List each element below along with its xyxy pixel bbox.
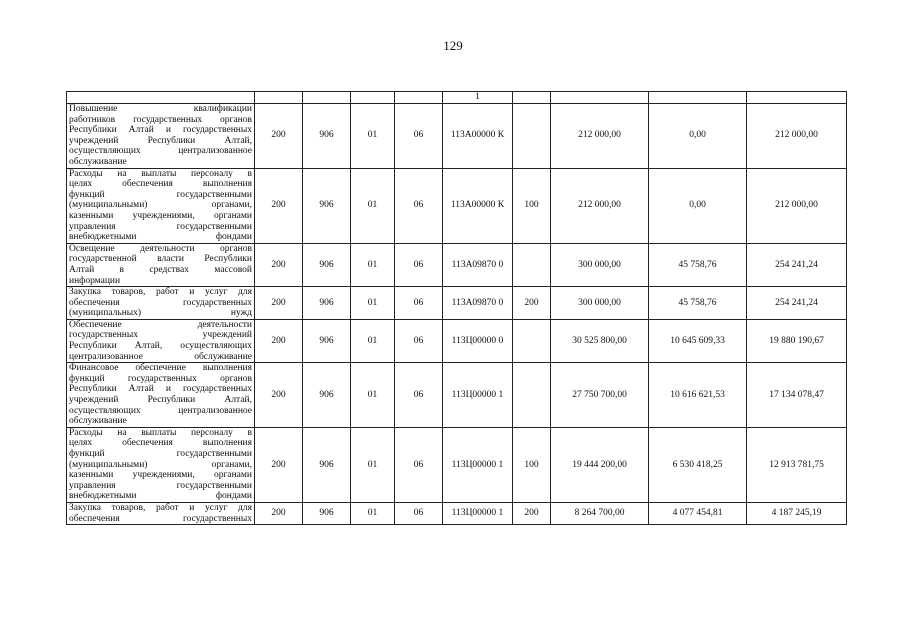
- expense-name-line: Расходы на выплаты персоналу в: [69, 168, 252, 179]
- expense-name-line: внебюджетными фондами: [69, 232, 252, 243]
- expense-name-cell: [67, 287, 255, 320]
- expense-name-line: учреждений Республики Алтай,: [69, 135, 252, 146]
- expense-name-line: функций государственными: [69, 449, 252, 459]
- subsection-cell: 06: [395, 427, 443, 502]
- grbs-cell: 200: [255, 168, 303, 243]
- remaining-amount-cell: 17 134 078,47: [747, 363, 847, 428]
- expense-name-cell: [67, 243, 255, 286]
- expense-name-line: учреждений Республики Алтай,: [69, 395, 252, 406]
- executed-amount-cell: 10 645 609,33: [649, 319, 747, 362]
- target-article-cell: 113Ц00000 0: [443, 319, 513, 362]
- expense-name-line: обеспечения государственных: [69, 297, 252, 308]
- table-row: [67, 168, 847, 243]
- expense-type-cell: 200: [513, 287, 551, 320]
- expense-name-line: обслуживание: [69, 156, 127, 167]
- expense-type-cell: [513, 363, 551, 428]
- table-row: [67, 319, 847, 362]
- grbs-cell: 200: [255, 287, 303, 320]
- executed-amount-cell: 45 758,76: [649, 243, 747, 286]
- expense-name-cell: [67, 319, 255, 362]
- remaining-amount-cell: 212 000,00: [747, 168, 847, 243]
- planned-amount-cell: 8 264 700,00: [551, 502, 649, 524]
- admin-code-cell: 906: [303, 502, 351, 524]
- expense-name-line: Алтай в средствах массовой: [69, 264, 252, 275]
- expense-name-line: работников государственных органов: [69, 114, 252, 125]
- expense-type-cell: [513, 319, 551, 362]
- section-cell: 01: [351, 427, 395, 502]
- table-row: [67, 104, 847, 169]
- section-cell: 01: [351, 363, 395, 428]
- planned-amount-cell: 27 750 700,00: [551, 363, 649, 428]
- section-cell: 01: [351, 104, 395, 169]
- expense-name-line: Республики Алтай и государственных: [69, 384, 252, 395]
- target-article-cell: 113А00000 К: [443, 104, 513, 169]
- subsection-cell: 06: [395, 502, 443, 524]
- remaining-amount-cell: 254 241,24: [747, 287, 847, 320]
- page-number: 129: [443, 38, 463, 53]
- expense-name-line: целях обеспечения выполнения: [69, 438, 252, 449]
- expense-name-line: осуществляющих централизованное: [69, 146, 252, 157]
- planned-amount-cell: 30 525 800,00: [551, 319, 649, 362]
- expense-name-line: обслуживание: [69, 416, 127, 427]
- expense-name-cell: [67, 363, 255, 428]
- expense-name-line: (муниципальными) органами,: [69, 200, 252, 211]
- expense-type-cell: [513, 243, 551, 286]
- table-row: [67, 502, 847, 524]
- planned-amount-cell: 19 444 200,00: [551, 427, 649, 502]
- expense-name-line: Финансовое обеспечение выполнения: [69, 363, 252, 374]
- subsection-cell: 06: [395, 168, 443, 243]
- admin-code-cell: 906: [303, 168, 351, 243]
- planned-amount-cell: 212 000,00: [551, 168, 649, 243]
- budget-table: [66, 91, 847, 525]
- expense-name-line: обеспечения государственных: [69, 513, 252, 524]
- expense-name-cell: [67, 104, 255, 169]
- section-cell: 01: [351, 502, 395, 524]
- grbs-cell: 200: [255, 427, 303, 502]
- executed-amount-cell: 6 530 418,25: [649, 427, 747, 502]
- expense-name-line: Освещение деятельности органов: [69, 243, 252, 254]
- expense-name-cell: [67, 502, 255, 524]
- remaining-amount-cell: 212 000,00: [747, 104, 847, 169]
- admin-code-cell: 906: [303, 363, 351, 428]
- expense-name-line: государственных учреждений: [69, 330, 252, 341]
- target-article-cell: 113А09870 0: [443, 287, 513, 320]
- remaining-amount-cell: 4 187 245,19: [747, 502, 847, 524]
- target-article-cell: 113Ц00000 1: [443, 363, 513, 428]
- target-article-cell: 113А00000 К: [443, 168, 513, 243]
- subsection-cell: 06: [395, 319, 443, 362]
- expense-name-line: централизованное обслуживание: [69, 351, 252, 362]
- expense-name-line: осуществляющих централизованное: [69, 405, 252, 416]
- table-row: [67, 287, 847, 320]
- subsection-cell: 06: [395, 243, 443, 286]
- expense-name-line: казенными учреждениями, органами: [69, 210, 252, 221]
- executed-amount-cell: 45 758,76: [649, 287, 747, 320]
- table-row-fragment: [67, 92, 847, 104]
- expense-name-line: управления государственными: [69, 221, 252, 232]
- executed-amount-cell: 0,00: [649, 104, 747, 169]
- expense-name-line: (муниципальных) нужд: [69, 308, 252, 319]
- grbs-cell: 200: [255, 363, 303, 428]
- section-cell: 01: [351, 243, 395, 286]
- planned-amount-cell: 300 000,00: [551, 243, 649, 286]
- grbs-cell: 200: [255, 502, 303, 524]
- expense-name-line: целях обеспечения выполнения: [69, 179, 252, 190]
- expense-name-cell: [67, 427, 255, 502]
- admin-code-cell: 906: [303, 319, 351, 362]
- target-article-cell: 1: [443, 92, 513, 104]
- table-row: [67, 427, 847, 502]
- expense-type-cell: 100: [513, 168, 551, 243]
- grbs-cell: 200: [255, 319, 303, 362]
- subsection-cell: 06: [395, 363, 443, 428]
- target-article-cell: 113Ц00000 1: [443, 502, 513, 524]
- executed-amount-cell: 4 077 454,81: [649, 502, 747, 524]
- section-cell: 01: [351, 319, 395, 362]
- expense-name-line: Закупка товаров, работ и услуг для: [69, 287, 252, 298]
- expense-name-line: функций государственных органов: [69, 373, 252, 384]
- expense-type-cell: 100: [513, 427, 551, 502]
- expense-name-cell: [67, 168, 255, 243]
- planned-amount-cell: 300 000,00: [551, 287, 649, 320]
- section-cell: 01: [351, 287, 395, 320]
- expense-name-line: государственной власти Республики: [69, 254, 252, 265]
- expense-name-line: внебюджетными фондами: [69, 491, 252, 502]
- target-article-cell: 113Ц00000 1: [443, 427, 513, 502]
- expense-name-line: функций государственными: [69, 189, 252, 200]
- expense-name-line: Обеспечение деятельности: [69, 319, 252, 330]
- expense-name-line: Закупка товаров, работ и услуг для: [69, 502, 252, 513]
- admin-code-cell: 906: [303, 104, 351, 169]
- executed-amount-cell: 0,00: [649, 168, 747, 243]
- expense-name-line: информации: [69, 275, 121, 286]
- remaining-amount-cell: 254 241,24: [747, 243, 847, 286]
- expense-name-line: казенными учреждениями, органами: [69, 470, 252, 481]
- table-row: [67, 363, 847, 428]
- expense-name-line: Республики Алтай и государственных: [69, 125, 252, 136]
- executed-amount-cell: 10 616 621,53: [649, 363, 747, 428]
- admin-code-cell: 906: [303, 427, 351, 502]
- expense-type-cell: [513, 104, 551, 169]
- admin-code-cell: 906: [303, 287, 351, 320]
- grbs-cell: 200: [255, 243, 303, 286]
- target-article-cell: 113А09870 0: [443, 243, 513, 286]
- admin-code-cell: 906: [303, 243, 351, 286]
- expense-type-cell: 200: [513, 502, 551, 524]
- remaining-amount-cell: 19 880 190,67: [747, 319, 847, 362]
- grbs-cell: 200: [255, 104, 303, 169]
- subsection-cell: 06: [395, 104, 443, 169]
- expense-name-line: управления государственными: [69, 480, 252, 491]
- section-cell: 01: [351, 168, 395, 243]
- expense-name-line: Расходы на выплаты персоналу в: [69, 427, 252, 438]
- expense-name-line: (муниципальными) органами,: [69, 459, 252, 470]
- expense-name-line: Повышение квалификации: [69, 104, 252, 114]
- subsection-cell: 06: [395, 287, 443, 320]
- planned-amount-cell: 212 000,00: [551, 104, 649, 169]
- table-row: [67, 243, 847, 286]
- expense-name-line: Республики Алтай, осуществляющих: [69, 341, 252, 352]
- remaining-amount-cell: 12 913 781,75: [747, 427, 847, 502]
